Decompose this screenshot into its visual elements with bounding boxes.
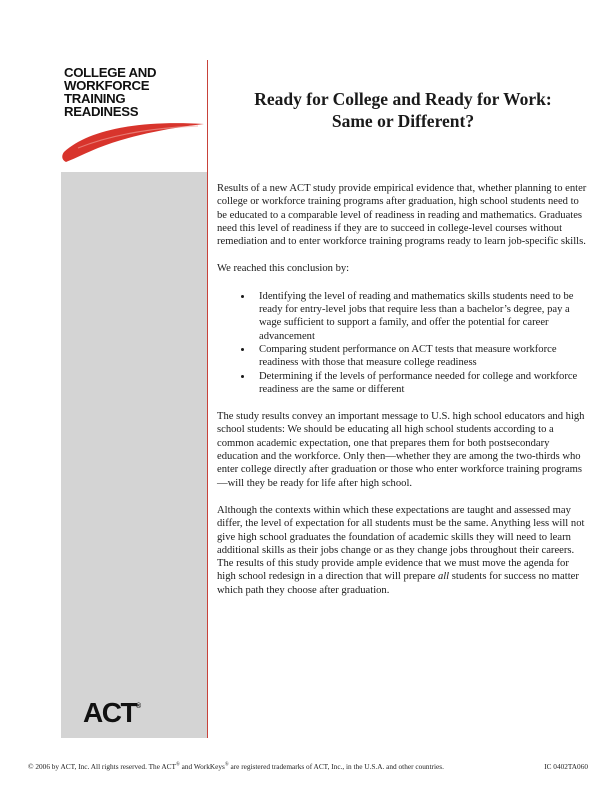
findings-list <box>217 290 587 396</box>
list-item: • Determining if the levels of performance needed for college and workforce readiness are the same or different <box>253 370 587 397</box>
brand-wordmark <box>64 66 204 118</box>
article-body <box>217 182 587 611</box>
page-title <box>218 88 588 132</box>
act-logo <box>83 697 141 729</box>
registered-mark: ® <box>175 762 180 768</box>
title-line-2: Same or Different? <box>331 111 475 131</box>
closing-paragraph <box>217 504 587 597</box>
footer-text-3: are registered trademarks of ACT, Inc., in the U.S.A. and other countries. <box>228 762 444 771</box>
conclusion-lead-paragraph: We reached this conclusion by: <box>217 263 350 275</box>
footer-text-1: © 2006 by ACT, Inc. All rights reserved. The ACT <box>28 762 176 771</box>
title-line-1: Ready for College and Ready for Work: <box>254 89 552 109</box>
registered-mark: ® <box>136 703 142 710</box>
brand-line: COLLEGE AND <box>64 65 157 80</box>
footer-text-2: and WorkKeys <box>179 762 225 771</box>
emphasis-all: all <box>437 571 450 583</box>
sidebar-panel <box>61 172 207 738</box>
list-item: • Comparing student performance on ACT tests that measure workforce readiness with those that measure college readiness <box>253 343 587 370</box>
registered-mark: ® <box>224 762 229 768</box>
message-paragraph: The study results convey an important message to U.S. high school educators and high school students: We should be educating all high school students according to a common academic expectation, one that prepares them for both postsecondary education and the workforce. Only then—whether they are among the two-thirds who enter college directly after graduation or those who enter workforce training programs—will they be ready for life after high school. <box>217 411 585 489</box>
brand-line: READINESS <box>64 104 139 119</box>
closing-text-end: students for success no matter which path they choose after graduation. <box>217 571 579 596</box>
brand-line: TRAINING <box>64 91 126 106</box>
brand-line: WORKFORCE <box>64 78 150 93</box>
closing-text-start: Although the contexts within which these expectations are taught and assessed may differ, the level of expectation for all students must be the same. Anything less will not give high school graduates the foundation of academic skills they will need to learn additional skills as their jobs change or as they change jobs throughout their careers. The results of this study provide ample evidence that we must move the agenda for high school redesign in a direction that will prepare <box>217 504 585 583</box>
act-logo-text: ACT <box>83 697 137 728</box>
red-swoosh-graphic <box>58 118 208 164</box>
list-item: • Identifying the level of reading and mathematics skills students need to be ready for entry-level jobs that require less than a bachelor’s degree, pay a wage sufficient to support a family, and offer the potential for career advancement <box>253 290 587 343</box>
intro-paragraph: Results of a new ACT study provide empirical evidence that, whether planning to enter college or workforce training programs after graduation, high school students need to be educated to a comparable level of readiness in reading and mathematics. Graduates need this level of readiness if they are to succeed in college-level courses without remediation and to enter workforce training programs ready to learn job-specific skills. <box>217 183 587 248</box>
document-code: IC 0402TA060 <box>544 762 588 771</box>
copyright-footer <box>28 762 588 771</box>
